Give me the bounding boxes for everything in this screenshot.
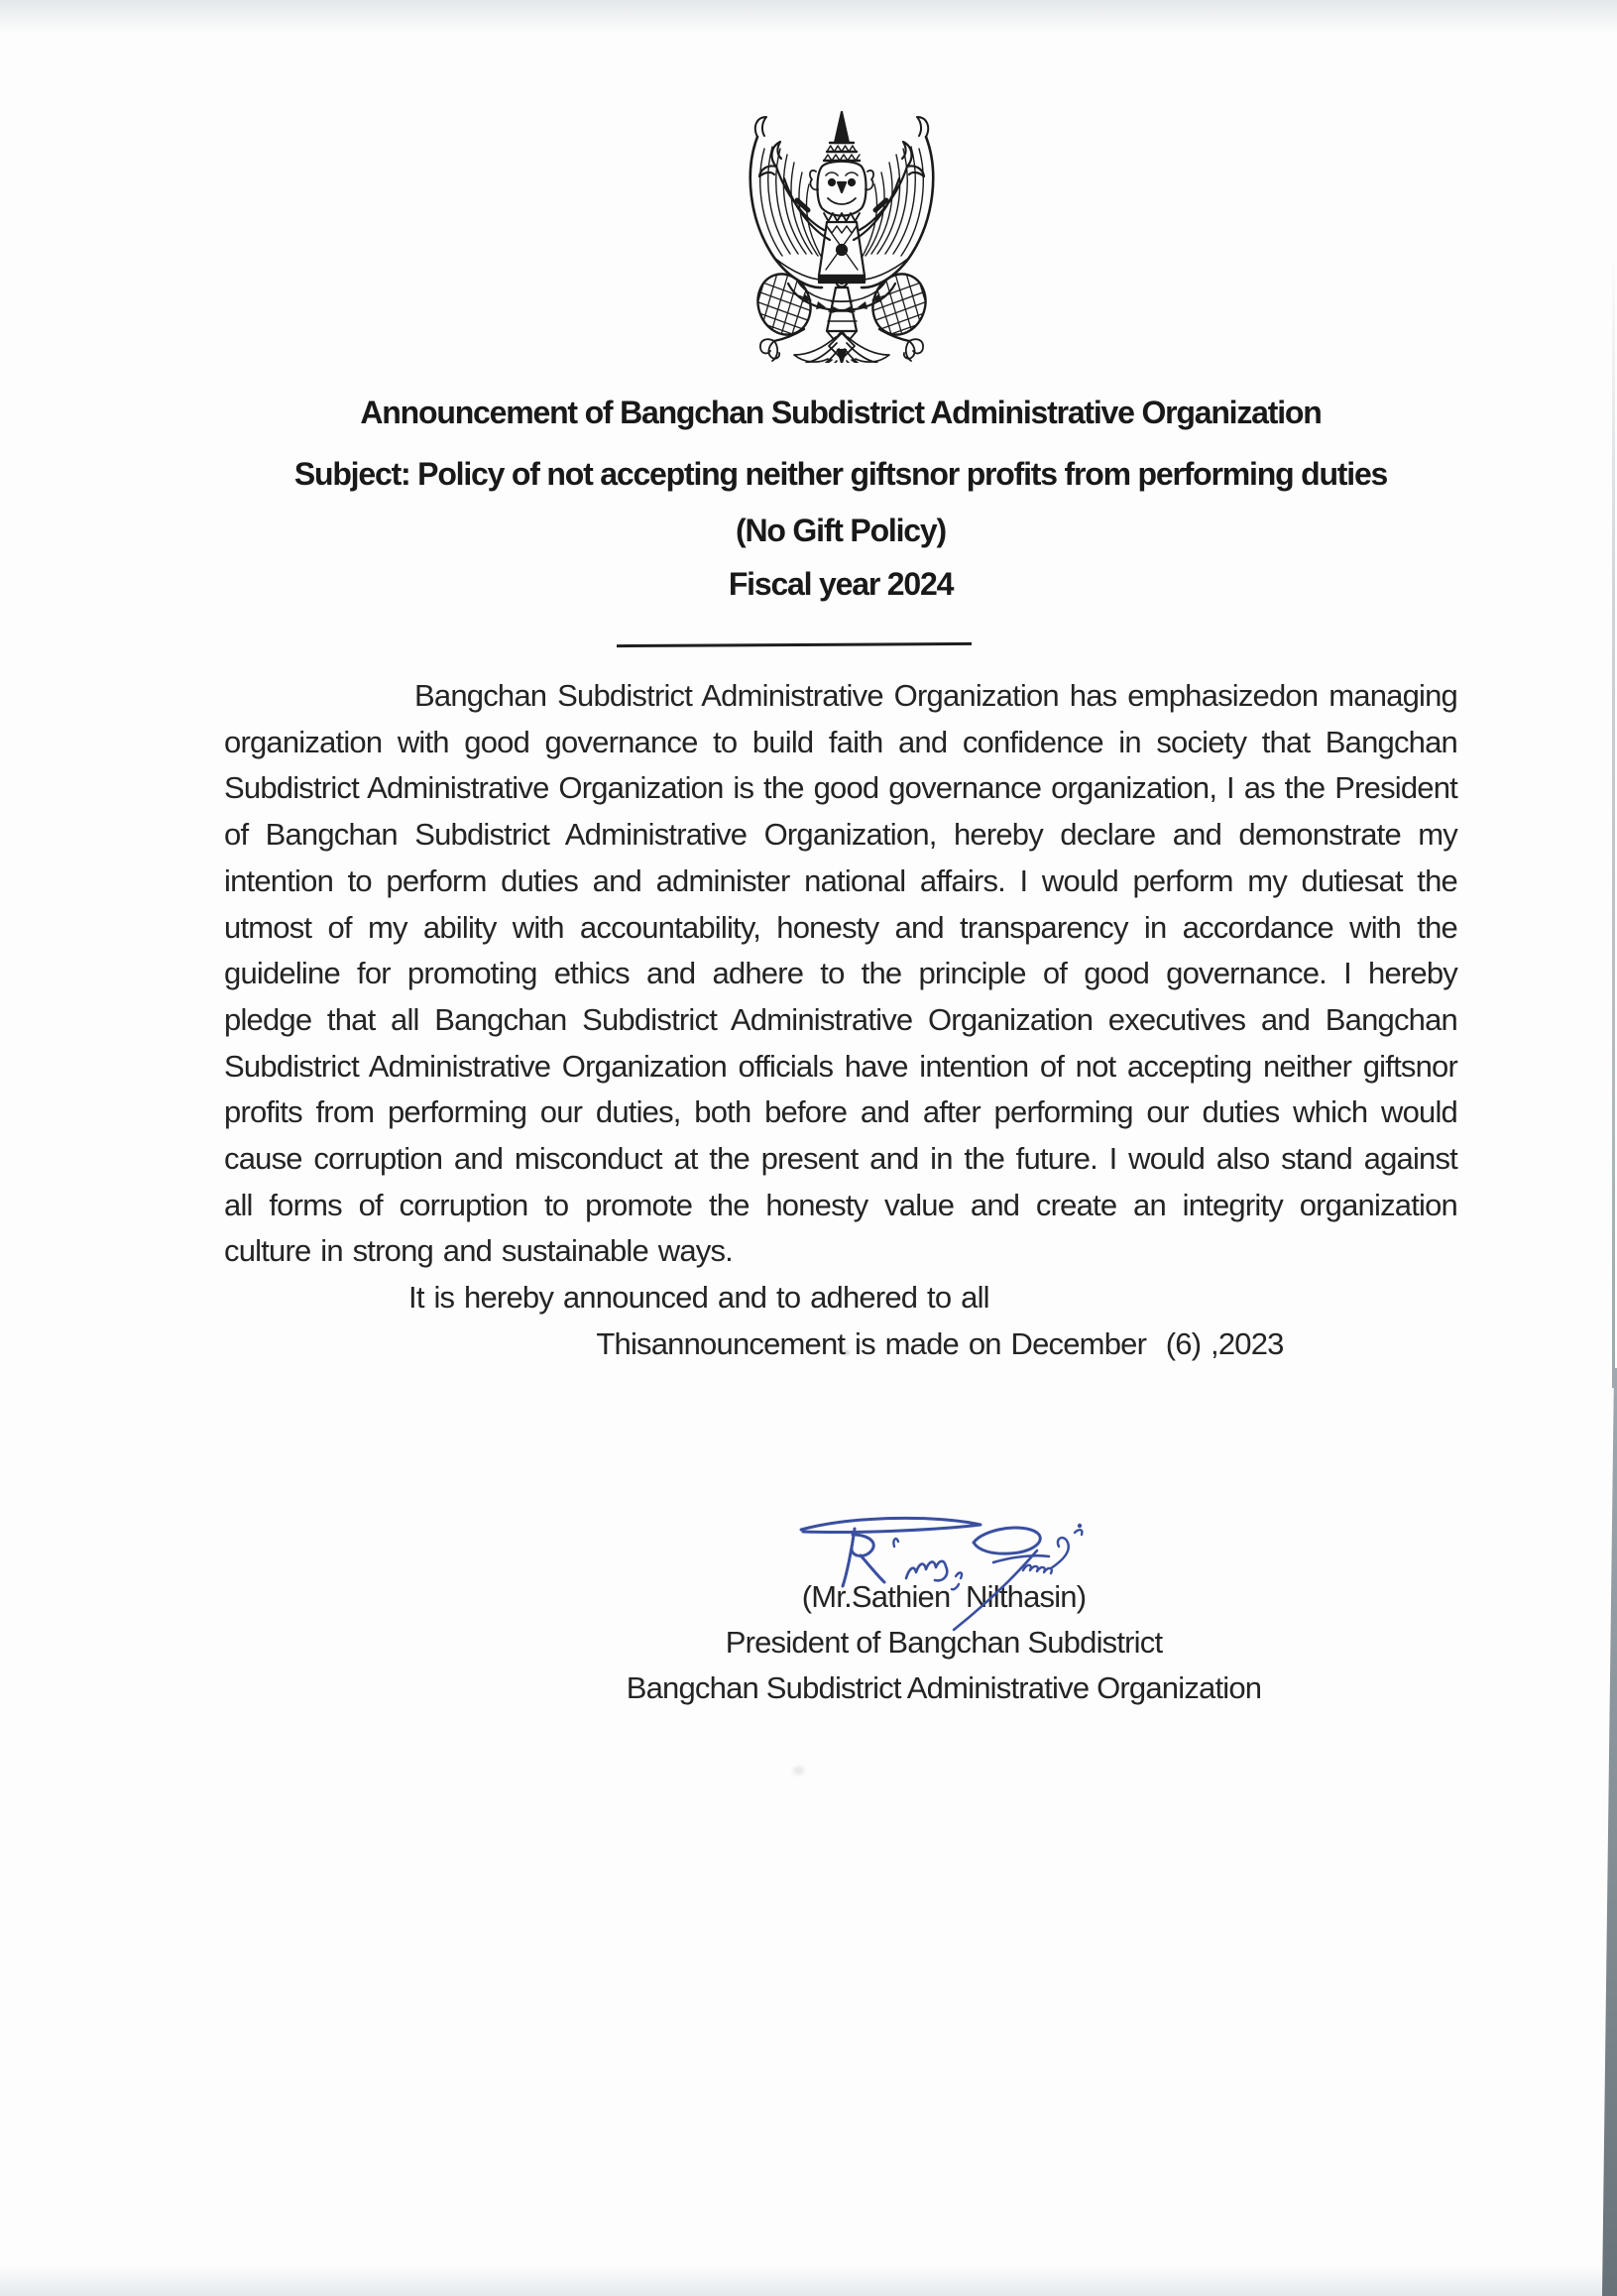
signer-title: President of Bangchan Subdistrict	[725, 1625, 1163, 1660]
scan-artifact-right-edge-line	[1612, 248, 1615, 1388]
scan-artifact-speck	[793, 1767, 804, 1775]
fiscal-year: Fiscal year 2024	[728, 566, 954, 602]
body-paragraph: Bangchan Subdistrict Administrative Organization has emphasizedon managing organization with good governance to build faith and confidence in society that Bangchan Subdistrict Administrative Organization is the good governance organization, I as the President of Bangchan Subdistrict Administrative Organization, hereby declare and demonstrate my intention to perform duties and administer national affairs. I would perform my dutiesat the utmost of my ability with accountability, honesty and transparency in accordance with the guideline for promoting ethics and adhere to the principle of good governance. I hereby pledge that all Bangchan Subdistrict Administrative Organization executives and Bangchan Subdistrict Administrative Organization officials have intention of not accepting neither giftsnor profits from performing our duties, both before and after performing our duties which would cause corruption and misconduct at the present and in the future. I would also stand against all forms of corruption to promote the honesty value and create an integrity organization culture in strong and sustainable ways.	[224, 678, 1457, 1269]
document-body	[224, 673, 1457, 1368]
garuda-emblem-icon	[725, 109, 959, 363]
closing-line: It is hereby announced and to adhered to all	[408, 1280, 989, 1316]
date-line: Thisannouncement is made on December (6) ,2023	[596, 1325, 1284, 1361]
policy-subtitle: (No Gift Policy)	[736, 513, 946, 548]
document-title: Announcement of Bangchan Subdistrict Administrative Organization	[360, 395, 1322, 430]
header-divider-line	[617, 642, 972, 647]
scan-artifact-right-edge-strip	[1602, 1368, 1617, 2296]
document-subject: Subject: Policy of not accepting neither giftsnor profits from performing duties	[293, 456, 1388, 492]
scan-artifact-top-band	[0, 0, 1617, 34]
signer-organization: Bangchan Subdistrict Administrative Organization	[626, 1670, 1262, 1705]
signer-name: (Mr.Sathien Nilthasin)	[801, 1579, 1087, 1614]
scan-artifact-bottom-band	[0, 2266, 1617, 2296]
signature-ink	[789, 1499, 1116, 1638]
